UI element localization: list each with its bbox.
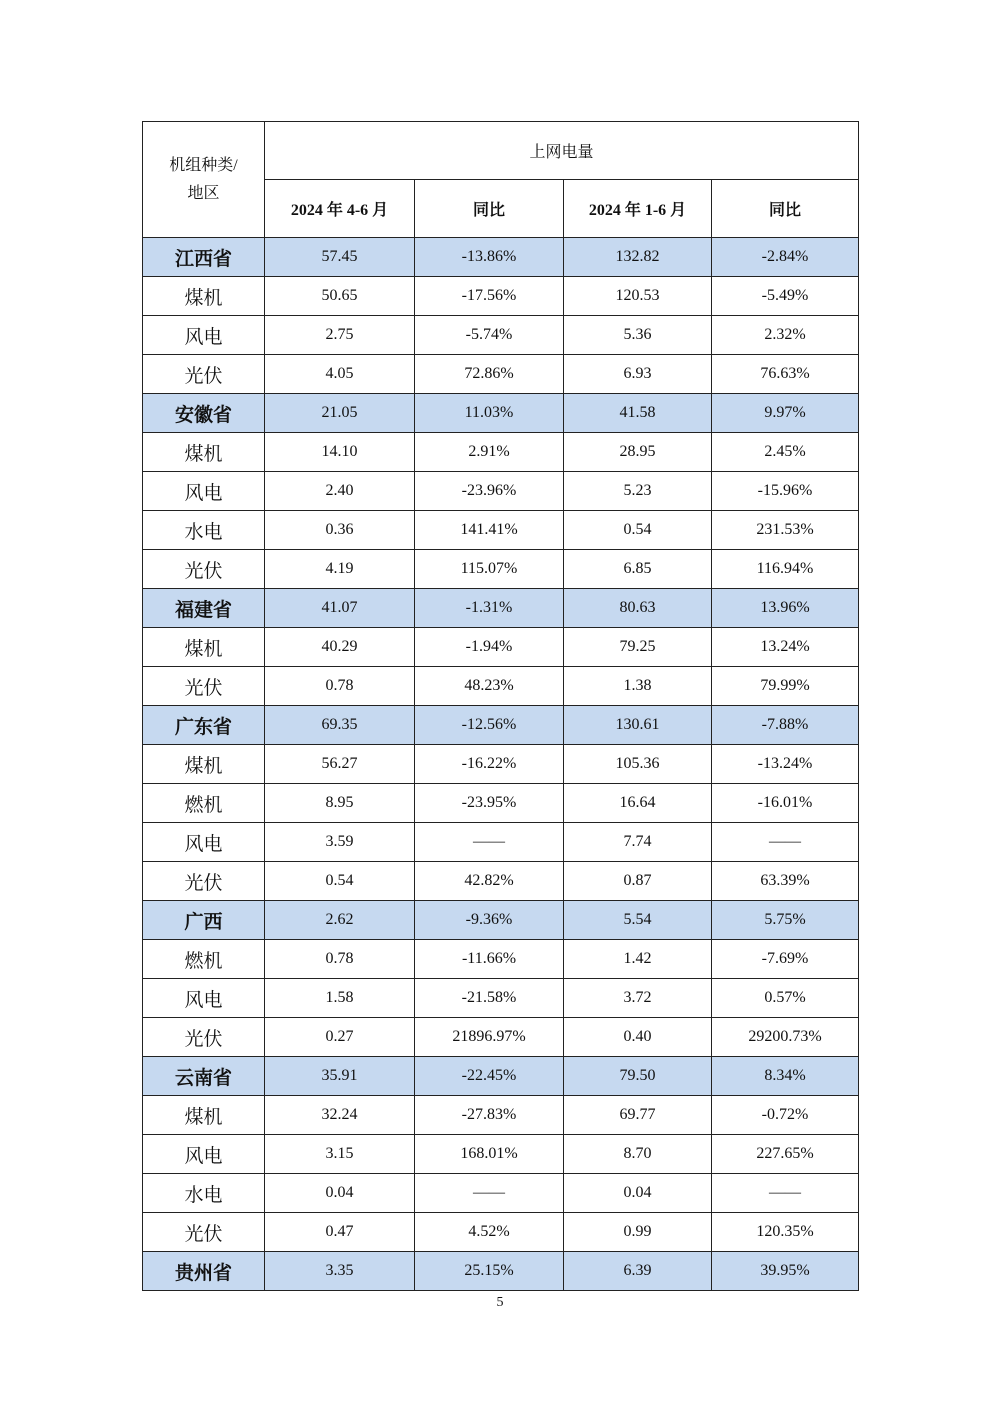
cell-category: 江西省	[143, 238, 265, 277]
cell-h1-yoy: 5.75%	[712, 901, 859, 940]
cell-q2-yoy: 48.23%	[415, 667, 564, 706]
table-row	[143, 784, 859, 823]
cell-q2-yoy: -1.31%	[415, 589, 564, 628]
province-row	[143, 901, 859, 940]
cell-q2-yoy: 42.82%	[415, 862, 564, 901]
province-row	[143, 238, 859, 277]
cell-q2-value: 41.07	[265, 589, 415, 628]
cell-q2-yoy: -22.45%	[415, 1057, 564, 1096]
cell-category: 贵州省	[143, 1252, 265, 1291]
cell-category: 风电	[143, 472, 265, 511]
cell-q2-value: 21.05	[265, 394, 415, 433]
cell-category: 煤机	[143, 628, 265, 667]
cell-q2-value: 2.75	[265, 316, 415, 355]
cell-q2-yoy: -17.56%	[415, 277, 564, 316]
cell-h1-yoy: 29200.73%	[712, 1018, 859, 1057]
cell-h1-yoy: ——	[712, 823, 859, 862]
cell-q2-yoy: -1.94%	[415, 628, 564, 667]
cell-category: 风电	[143, 1135, 265, 1174]
cell-h1-yoy: -7.69%	[712, 940, 859, 979]
page-number: 5	[496, 1295, 504, 1310]
table-row	[143, 1213, 859, 1252]
table-row	[143, 316, 859, 355]
cell-category: 云南省	[143, 1057, 265, 1096]
cell-h1-yoy: 8.34%	[712, 1057, 859, 1096]
table-row	[143, 979, 859, 1018]
corner-header-line1: 机组种类/	[169, 156, 238, 174]
cell-category: 煤机	[143, 433, 265, 472]
cell-h1-value: 130.61	[564, 706, 712, 745]
cell-category: 燃机	[143, 940, 265, 979]
cell-category: 光伏	[143, 550, 265, 589]
cell-h1-yoy: 13.24%	[712, 628, 859, 667]
table-row	[143, 745, 859, 784]
cell-category: 广东省	[143, 706, 265, 745]
cell-q2-yoy: 115.07%	[415, 550, 564, 589]
cell-q2-yoy: ——	[415, 823, 564, 862]
cell-category: 水电	[143, 511, 265, 550]
table-row	[143, 550, 859, 589]
table-row	[143, 1096, 859, 1135]
table-row	[143, 628, 859, 667]
cell-q2-yoy: 141.41%	[415, 511, 564, 550]
cell-category: 水电	[143, 1174, 265, 1213]
cell-category: 福建省	[143, 589, 265, 628]
cell-h1-value: 6.93	[564, 355, 712, 394]
cell-h1-yoy: 120.35%	[712, 1213, 859, 1252]
table-row	[143, 667, 859, 706]
table-row	[143, 472, 859, 511]
province-row	[143, 1057, 859, 1096]
cell-category: 燃机	[143, 784, 265, 823]
cell-q2-yoy: -23.96%	[415, 472, 564, 511]
table-row	[143, 355, 859, 394]
cell-q2-value: 8.95	[265, 784, 415, 823]
cell-q2-value: 3.35	[265, 1252, 415, 1291]
cell-h1-yoy: 9.97%	[712, 394, 859, 433]
cell-h1-yoy: 79.99%	[712, 667, 859, 706]
cell-q2-value: 69.35	[265, 706, 415, 745]
cell-q2-value: 50.65	[265, 277, 415, 316]
cell-h1-value: 0.40	[564, 1018, 712, 1057]
province-row	[143, 589, 859, 628]
cell-q2-value: 0.36	[265, 511, 415, 550]
cell-h1-value: 3.72	[564, 979, 712, 1018]
cell-q2-yoy: -11.66%	[415, 940, 564, 979]
cell-category: 风电	[143, 979, 265, 1018]
col-header-period-q2: 2024 年 4-6 月	[265, 180, 415, 238]
cell-q2-value: 1.58	[265, 979, 415, 1018]
cell-h1-value: 7.74	[564, 823, 712, 862]
cell-h1-value: 6.39	[564, 1252, 712, 1291]
table-row	[143, 940, 859, 979]
cell-q2-value: 40.29	[265, 628, 415, 667]
cell-h1-yoy: 116.94%	[712, 550, 859, 589]
cell-q2-value: 0.27	[265, 1018, 415, 1057]
cell-h1-yoy: -7.88%	[712, 706, 859, 745]
cell-h1-yoy: -13.24%	[712, 745, 859, 784]
cell-q2-yoy: 21896.97%	[415, 1018, 564, 1057]
cell-category: 煤机	[143, 277, 265, 316]
table-body	[143, 238, 859, 1291]
cell-q2-yoy: 72.86%	[415, 355, 564, 394]
cell-q2-value: 0.54	[265, 862, 415, 901]
province-row	[143, 1252, 859, 1291]
cell-q2-yoy: -23.95%	[415, 784, 564, 823]
cell-h1-value: 80.63	[564, 589, 712, 628]
cell-q2-value: 14.10	[265, 433, 415, 472]
cell-q2-value: 3.15	[265, 1135, 415, 1174]
cell-h1-value: 1.42	[564, 940, 712, 979]
cell-q2-yoy: -21.58%	[415, 979, 564, 1018]
cell-h1-yoy: -15.96%	[712, 472, 859, 511]
cell-h1-value: 0.04	[564, 1174, 712, 1213]
cell-q2-value: 35.91	[265, 1057, 415, 1096]
cell-h1-yoy: 76.63%	[712, 355, 859, 394]
table-row	[143, 1135, 859, 1174]
cell-q2-yoy: 168.01%	[415, 1135, 564, 1174]
cell-q2-yoy: -13.86%	[415, 238, 564, 277]
table-row	[143, 823, 859, 862]
cell-q2-yoy: ——	[415, 1174, 564, 1213]
corner-header	[143, 122, 265, 238]
cell-category: 煤机	[143, 745, 265, 784]
table-row	[143, 511, 859, 550]
cell-q2-yoy: -9.36%	[415, 901, 564, 940]
cell-category: 煤机	[143, 1096, 265, 1135]
cell-h1-yoy: -5.49%	[712, 277, 859, 316]
cell-category: 光伏	[143, 667, 265, 706]
cell-h1-value: 0.54	[564, 511, 712, 550]
cell-h1-value: 120.53	[564, 277, 712, 316]
col-header-period-h1: 2024 年 1-6 月	[564, 180, 712, 238]
cell-h1-value: 0.99	[564, 1213, 712, 1252]
cell-q2-yoy: 25.15%	[415, 1252, 564, 1291]
cell-h1-yoy: 2.45%	[712, 433, 859, 472]
cell-h1-value: 69.77	[564, 1096, 712, 1135]
electricity-table	[142, 121, 859, 1291]
cell-h1-value: 0.87	[564, 862, 712, 901]
cell-q2-value: 32.24	[265, 1096, 415, 1135]
cell-h1-value: 105.36	[564, 745, 712, 784]
cell-h1-value: 1.38	[564, 667, 712, 706]
cell-category: 光伏	[143, 862, 265, 901]
cell-q2-yoy: -16.22%	[415, 745, 564, 784]
corner-header-line2: 地区	[187, 184, 220, 202]
cell-h1-value: 79.50	[564, 1057, 712, 1096]
cell-q2-value: 0.04	[265, 1174, 415, 1213]
cell-h1-yoy: -0.72%	[712, 1096, 859, 1135]
col-header-yoy-h1: 同比	[712, 180, 859, 238]
cell-h1-value: 16.64	[564, 784, 712, 823]
cell-category: 光伏	[143, 1213, 265, 1252]
cell-h1-value: 5.54	[564, 901, 712, 940]
cell-q2-value: 4.19	[265, 550, 415, 589]
cell-h1-yoy: 231.53%	[712, 511, 859, 550]
cell-q2-value: 56.27	[265, 745, 415, 784]
cell-h1-value: 6.85	[564, 550, 712, 589]
cell-q2-yoy: 2.91%	[415, 433, 564, 472]
cell-h1-value: 132.82	[564, 238, 712, 277]
province-row	[143, 394, 859, 433]
cell-h1-yoy: 39.95%	[712, 1252, 859, 1291]
cell-category: 广西	[143, 901, 265, 940]
cell-category: 光伏	[143, 1018, 265, 1057]
cell-category: 风电	[143, 316, 265, 355]
cell-h1-value: 79.25	[564, 628, 712, 667]
cell-q2-value: 57.45	[265, 238, 415, 277]
table-row	[143, 277, 859, 316]
cell-category: 光伏	[143, 355, 265, 394]
cell-q2-value: 0.78	[265, 940, 415, 979]
group-header: 上网电量	[265, 122, 859, 180]
province-row	[143, 706, 859, 745]
cell-q2-value: 3.59	[265, 823, 415, 862]
cell-q2-value: 4.05	[265, 355, 415, 394]
table-row	[143, 1018, 859, 1057]
cell-h1-yoy: -16.01%	[712, 784, 859, 823]
cell-category: 安徽省	[143, 394, 265, 433]
cell-h1-value: 5.36	[564, 316, 712, 355]
cell-h1-yoy: 2.32%	[712, 316, 859, 355]
cell-q2-value: 2.62	[265, 901, 415, 940]
cell-h1-yoy: 13.96%	[712, 589, 859, 628]
cell-h1-yoy: ——	[712, 1174, 859, 1213]
cell-h1-yoy: -2.84%	[712, 238, 859, 277]
cell-q2-yoy: -12.56%	[415, 706, 564, 745]
cell-h1-value: 28.95	[564, 433, 712, 472]
cell-q2-yoy: 11.03%	[415, 394, 564, 433]
cell-h1-value: 41.58	[564, 394, 712, 433]
cell-category: 风电	[143, 823, 265, 862]
cell-h1-value: 8.70	[564, 1135, 712, 1174]
col-header-yoy-q2: 同比	[415, 180, 564, 238]
cell-q2-yoy: -27.83%	[415, 1096, 564, 1135]
cell-h1-yoy: 227.65%	[712, 1135, 859, 1174]
cell-h1-yoy: 0.57%	[712, 979, 859, 1018]
cell-q2-yoy: -5.74%	[415, 316, 564, 355]
table-row	[143, 1174, 859, 1213]
cell-h1-yoy: 63.39%	[712, 862, 859, 901]
cell-q2-value: 2.40	[265, 472, 415, 511]
table-row	[143, 862, 859, 901]
cell-h1-value: 5.23	[564, 472, 712, 511]
table-row	[143, 433, 859, 472]
cell-q2-value: 0.78	[265, 667, 415, 706]
cell-q2-value: 0.47	[265, 1213, 415, 1252]
cell-q2-yoy: 4.52%	[415, 1213, 564, 1252]
